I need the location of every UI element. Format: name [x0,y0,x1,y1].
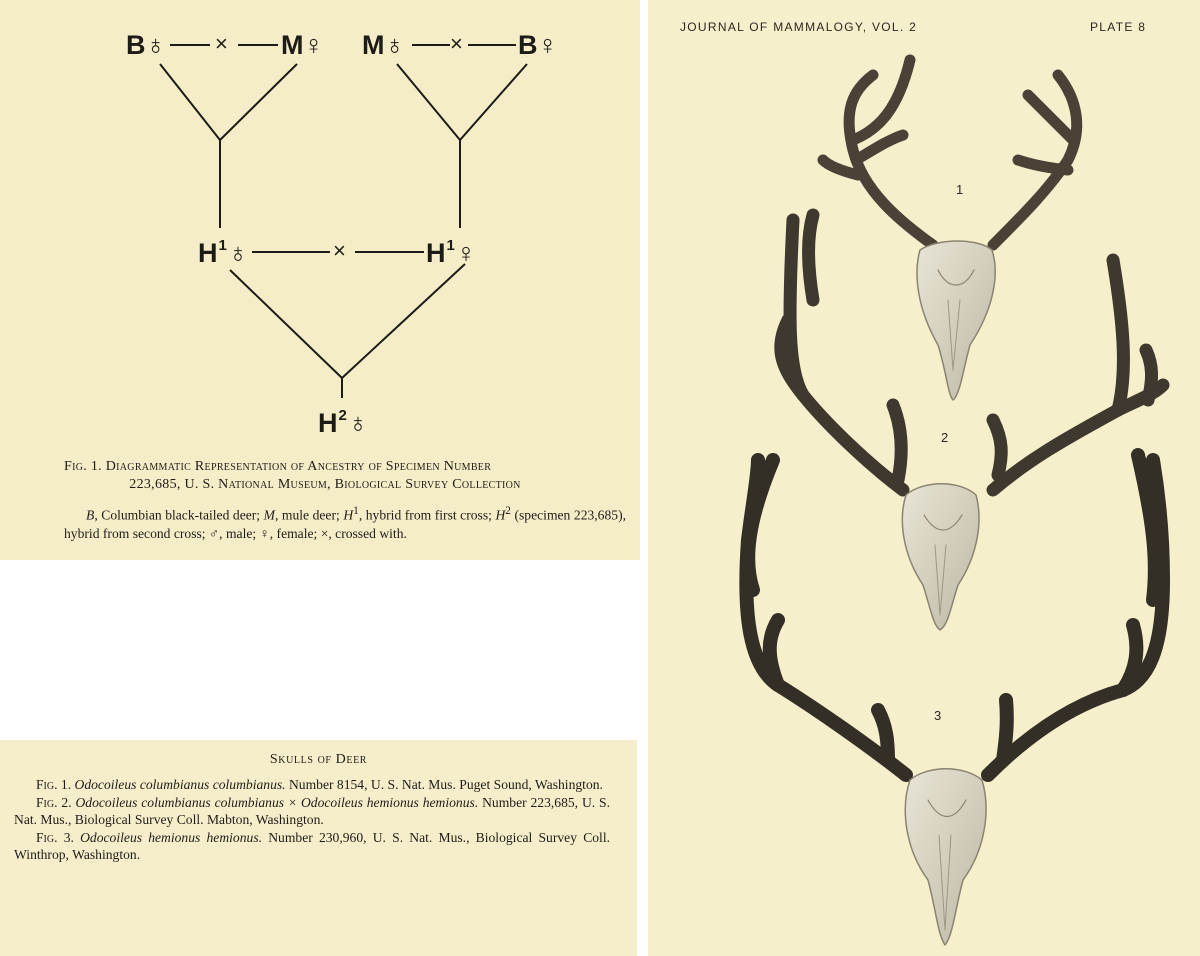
skull-1 [823,60,1077,400]
skull-figure-entry: Fig. 2. Odocoileus columbianus columbianus × Odocoileus hemionus hemionus. Number 223,685, U. S. Nat. Mus., Biological Survey Coll. Mabton, Washington. [14,794,610,827]
skull-figure-entry: Fig. 3. Odocoileus hemionus hemionus. Number 230,960, U. S. Nat. Mus., Biological Survey Coll. Winthrop, Washington. [14,829,611,862]
node-b-male: B♁ [126,30,166,60]
node-h1-female: $H^1♀$ [426,237,477,268]
cross-symbol: × [333,238,346,263]
node-b-female: B♀ [518,30,558,60]
node-h1-male: $H^1♁$ [198,237,249,268]
ancestry-diagram-panel [0,0,640,560]
skull-number-2: 2 [941,430,949,445]
node-m-female: M♀ [281,30,324,60]
diagram-legend: B, Columbian black-tailed deer; M, mule deer; $H^1$, hybrid from first cross; $H^2$ (specimen 223,685), hybrid from second cross; ♂, male; ♀, female; ×, crossed with. [64,505,626,541]
ancestry-diagram-lines [0,0,640,460]
plate-journal-title: JOURNAL OF MAMMALOGY, VOL. 2 [680,20,918,34]
skulls-heading: Skulls of Deer [269,752,368,767]
node-m-male: M♁ [362,30,405,60]
deer-skulls-illustration [648,0,1200,956]
cross-symbol: × [215,31,228,56]
skulls-caption-panel [0,740,637,956]
node-h2-male: $H^2♁$ [318,407,369,438]
diagram-caption-title: Fig. 1. Diagrammatic Representation of Ancestry of Specimen Number 223,685, U. S. National Museum, Biological Survey Collection [64,459,521,492]
plate-page [648,0,1200,956]
skull-figure-entry: Fig. 1. Odocoileus columbianus columbianus. Number 8154, U. S. Nat. Mus. Puget Sound, Washington. [36,777,603,792]
skull-number-1: 1 [956,182,964,197]
skull-number-3: 3 [934,708,942,723]
plate-number: PLATE 8 [1090,20,1147,34]
cross-symbol: × [450,31,463,56]
skulls-figure-list [14,776,610,864]
